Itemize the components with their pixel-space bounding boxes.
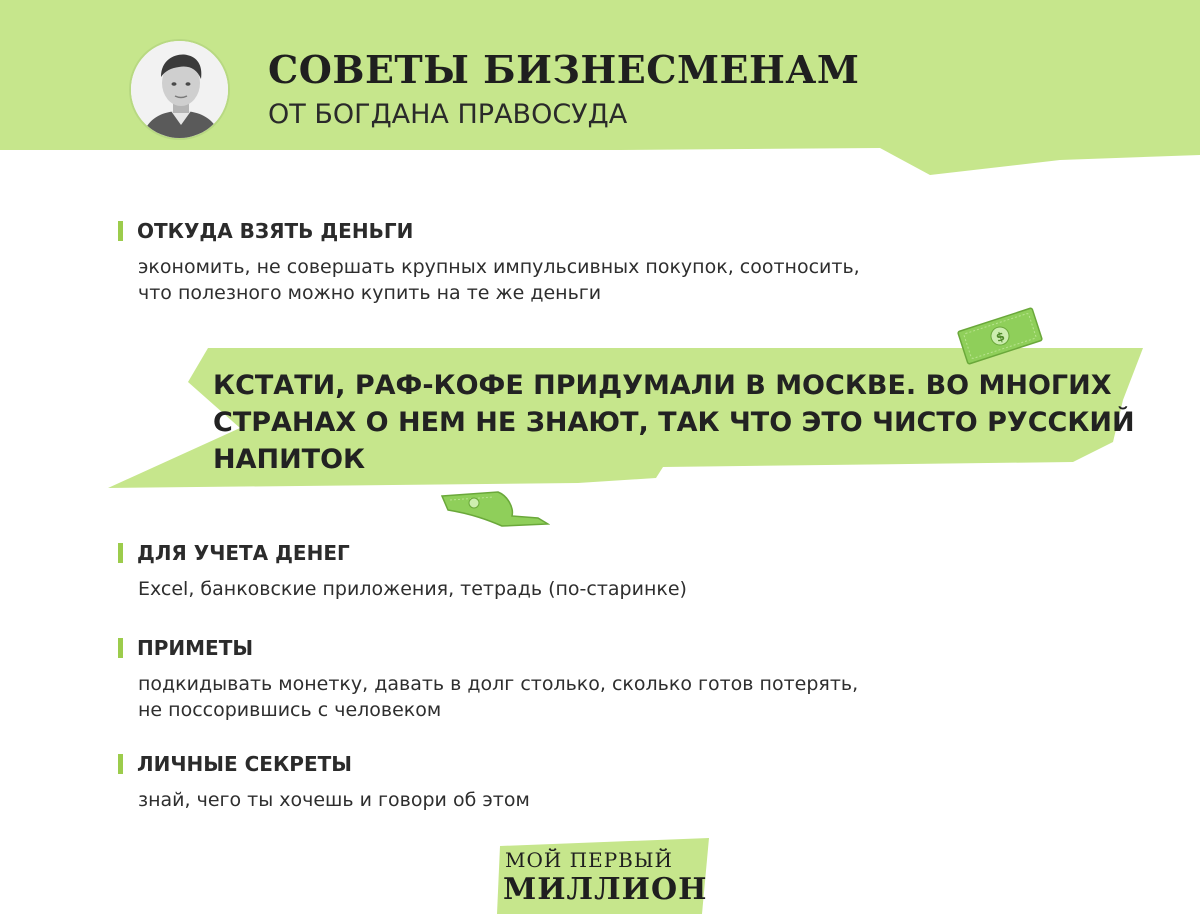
section-heading: ПРИМЕТЫ (137, 636, 254, 660)
brand-name-bottom: МИЛЛИОН (503, 872, 708, 907)
section-money-tracking (118, 540, 687, 602)
section-heading: ДЛЯ УЧЕТА ДЕНЕГ (137, 541, 350, 565)
section-marker (118, 754, 123, 774)
section-line: экономить, не совершать крупных импульсивных покупок, соотносить, (138, 256, 860, 278)
brand-name-top: МОЙ ПЕРВЫЙ (505, 848, 673, 872)
avatar (129, 39, 230, 140)
section-body (138, 254, 860, 306)
page-subtitle: ОТ БОГДАНА ПРАВОСУДА (268, 99, 628, 130)
banknote-icon (955, 305, 1045, 367)
section-marker (118, 543, 123, 563)
section-heading: ОТКУДА ВЗЯТЬ ДЕНЬГИ (137, 219, 414, 243)
section-body (138, 787, 530, 813)
section-line: Excel, банковские приложения, тетрадь (по-старинке) (138, 578, 687, 600)
callout-line: НАПИТОК (213, 444, 366, 475)
section-omens (118, 635, 858, 723)
banknote-icon (438, 488, 550, 528)
section-personal-secrets (118, 751, 530, 813)
section-money-source (118, 218, 860, 306)
callout-line: СТРАНАХ О НЕМ НЕ ЗНАЮТ, ТАК ЧТО ЭТО ЧИСТО РУССКИЙ (213, 407, 1135, 438)
section-marker (118, 221, 123, 241)
section-line: что полезного можно купить на те же деньги (138, 282, 602, 304)
section-line: подкидывать монетку, давать в долг столько, сколько готов потерять, (138, 673, 859, 695)
callout-line: КСТАТИ, РАФ-КОФЕ ПРИДУМАЛИ В МОСКВЕ. ВО МНОГИХ (213, 370, 1112, 401)
section-marker (118, 638, 123, 658)
section-body (138, 671, 858, 723)
section-body (138, 576, 687, 602)
section-heading: ЛИЧНЫЕ СЕКРЕТЫ (137, 752, 352, 776)
page-title: СОВЕТЫ БИЗНЕСМЕНАМ (268, 47, 860, 92)
section-line: не поссорившись с человеком (138, 699, 442, 721)
svg-text:$: $ (994, 329, 1007, 345)
callout-text (213, 367, 1135, 478)
section-line: знай, чего ты хочешь и говори об этом (138, 789, 530, 811)
